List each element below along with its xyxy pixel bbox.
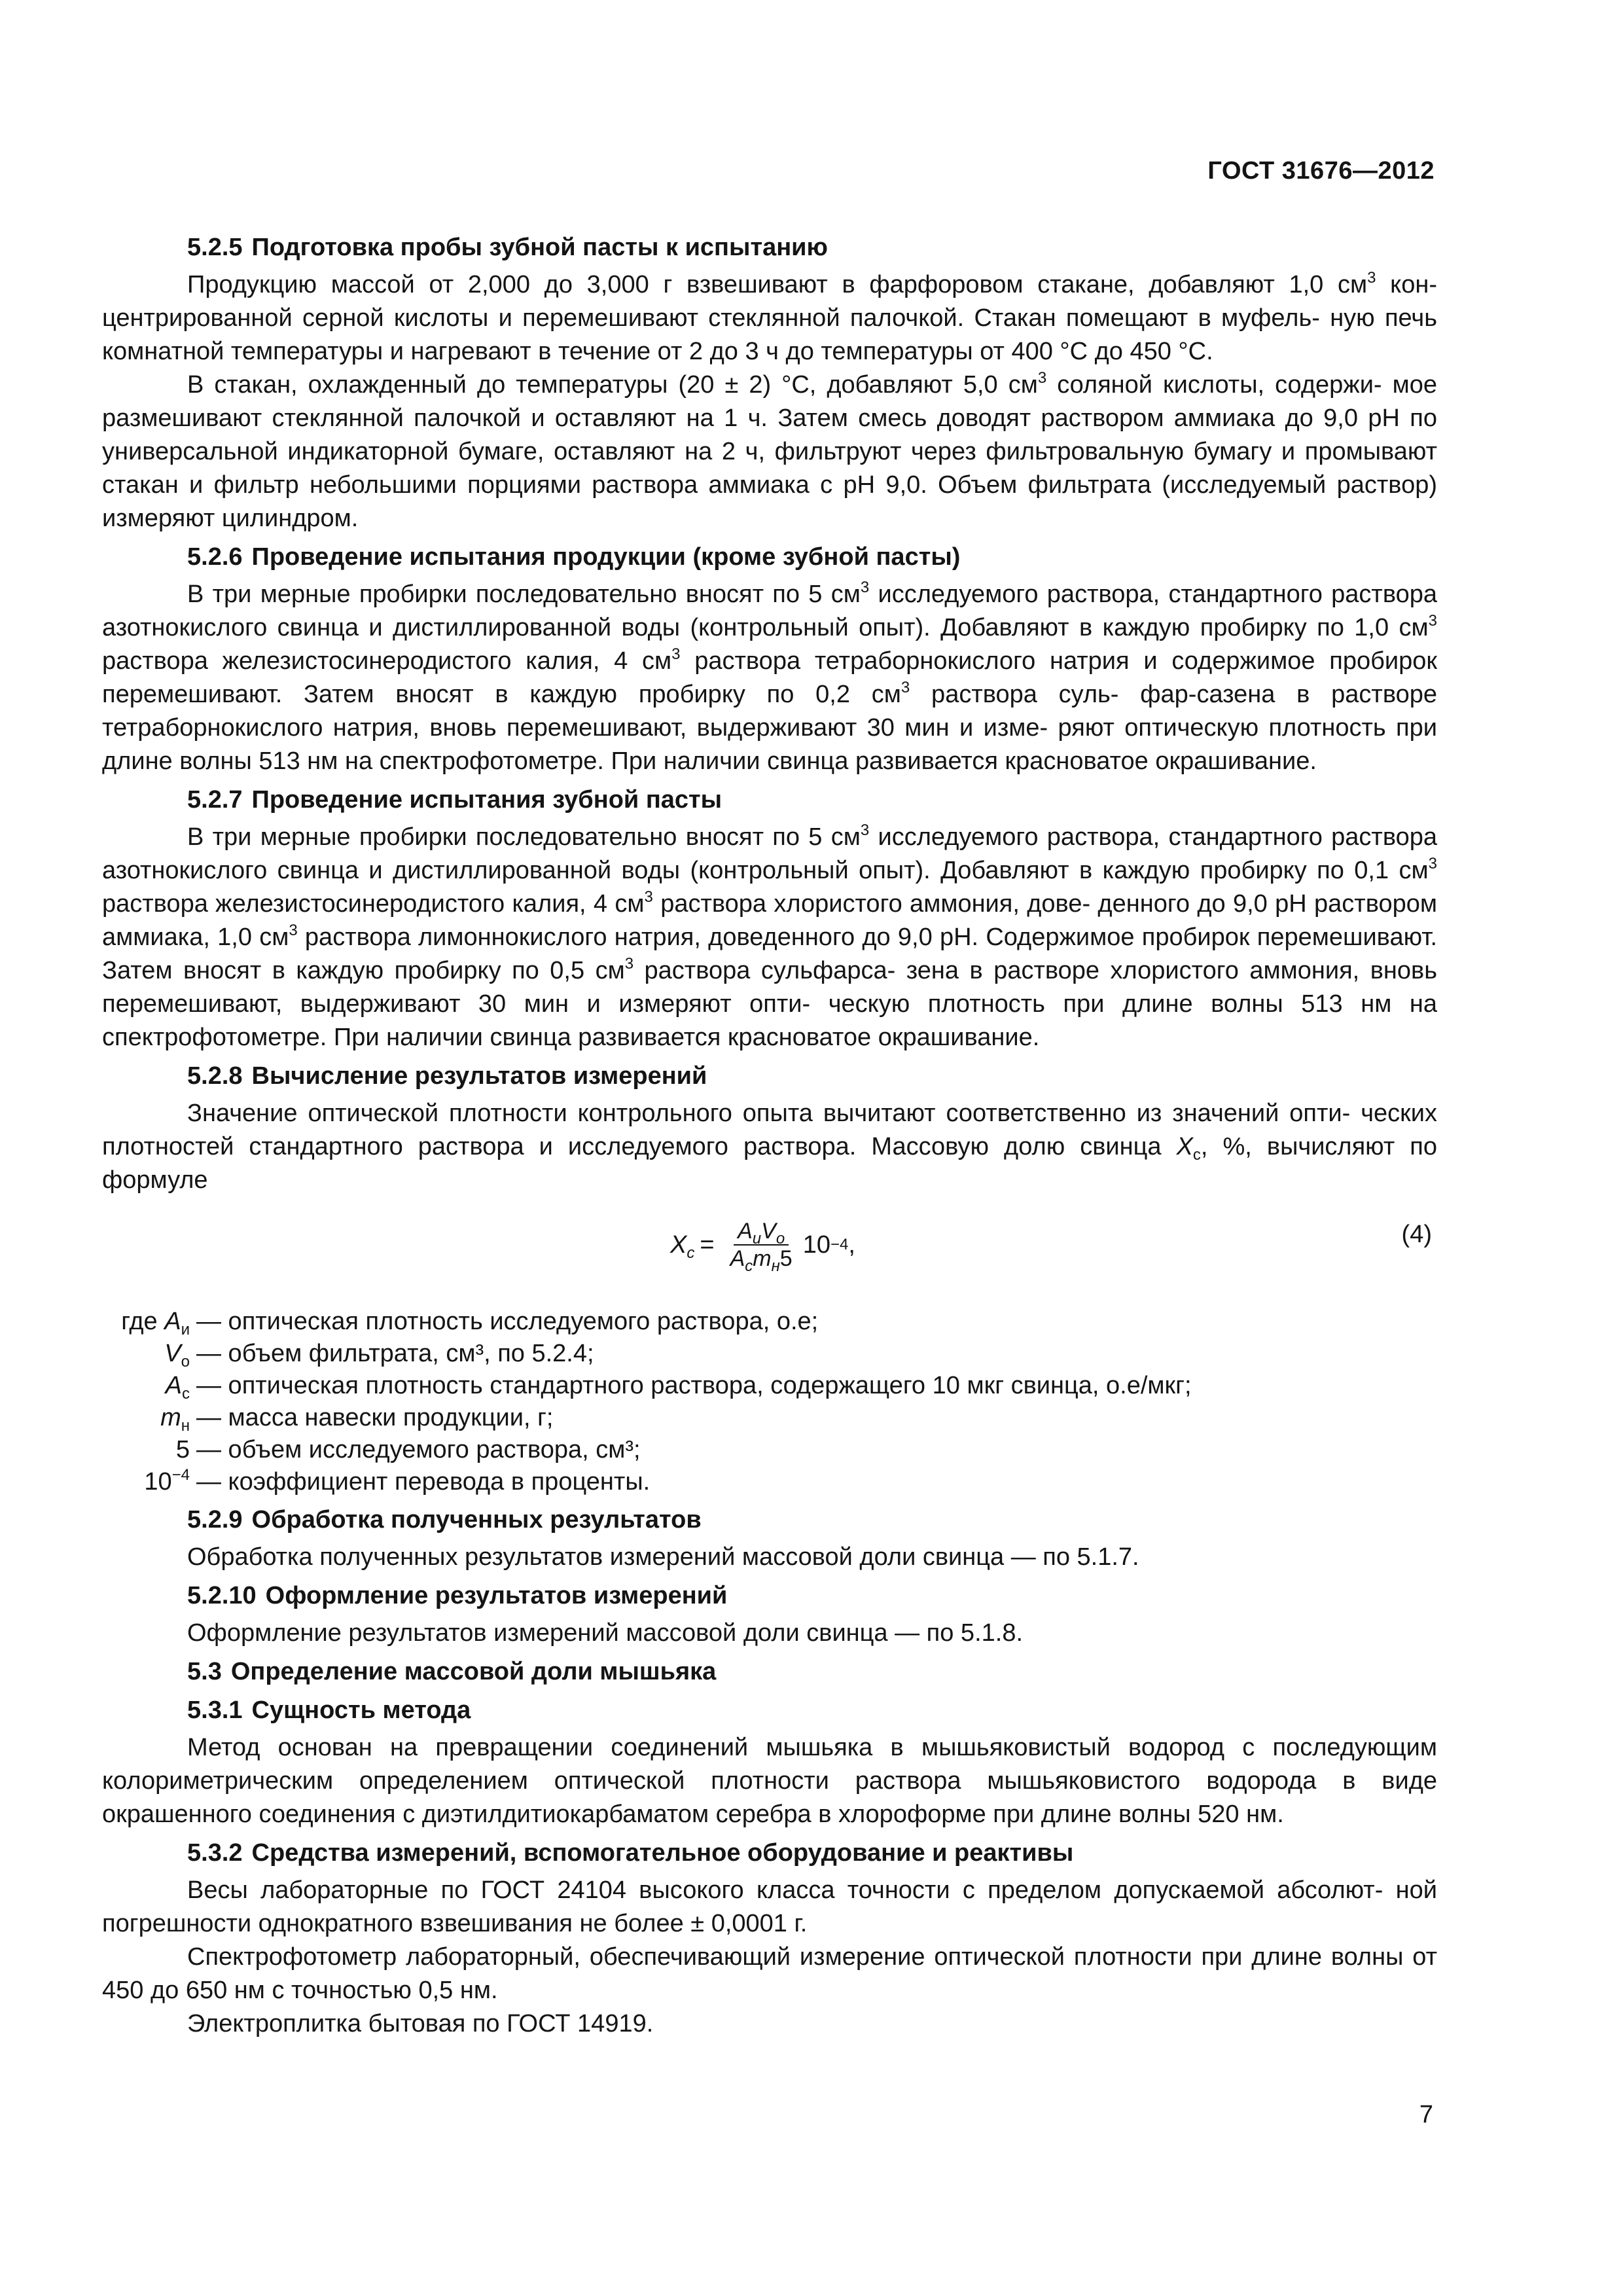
section-title: Сущность метода: [251, 1696, 471, 1724]
definition-prefix: где: [121, 1308, 165, 1335]
paragraph: Метод основан на превращении соединений мышьяка в мышьяковистый водород с последующим колориметрическим определением оптической плотности раствора мышьяковистого водорода в виде окрашенного соединения с диэтилдитиокарбаматом серебра в хлороформе при длине волны 520 нм.: [102, 1734, 1437, 1828]
definition-row: [102, 1466, 1437, 1498]
definition-row: [102, 1402, 1437, 1434]
section-title: Определение массовой доли мышьяка: [230, 1658, 717, 1685]
definition-row: [102, 1306, 1437, 1338]
text-run: раствора железистосинеродистого калия, 4 см: [102, 647, 672, 675]
page-number: 7: [1419, 2101, 1433, 2128]
paragraph: Обработка полученных результатов измерений массовой доли свинца — по 5.1.7.: [187, 1543, 1139, 1571]
section-5-2-6-heading: [102, 541, 1437, 574]
definition-text: — оптическая плотность исследуемого раствора, о.е;: [196, 1308, 819, 1335]
subscript: c: [687, 1244, 695, 1262]
symbol: A: [165, 1372, 182, 1399]
section-title: Проведение испытания продукции (кроме зубной пасты): [251, 543, 961, 571]
superscript: 3: [1428, 612, 1437, 630]
superscript: 3: [624, 955, 634, 973]
subscript: o: [776, 1230, 785, 1247]
section-number: 5.2.9: [187, 1506, 243, 1534]
paragraph: Электроплитка бытовая по ГОСТ 14919.: [187, 2010, 654, 2037]
section-title: Вычисление результатов измерений: [251, 1062, 707, 1090]
definition-text: — коэффициент перевода в проценты.: [196, 1468, 651, 1496]
section-number: 5.2.10: [187, 1582, 257, 1609]
superscript: −4: [171, 1466, 190, 1484]
superscript: 3: [1428, 855, 1437, 872]
section-number: 5.2.5: [187, 234, 243, 261]
superscript: 3: [860, 579, 870, 596]
text-run: В три мерные пробирки последовательно вносят по 5 см: [187, 823, 861, 851]
text-run: , %, вычисляют по формуле: [102, 1133, 1437, 1194]
subscript: c: [182, 1385, 190, 1403]
section-number: 5.3.1: [187, 1696, 243, 1724]
subscript: o: [181, 1353, 190, 1371]
constant: 5: [779, 1246, 793, 1271]
definition-row: [102, 1338, 1437, 1370]
section-5-2-5-heading: [102, 231, 1437, 264]
text-run: раствора сульфарса- зена в растворе хлористого аммония, вновь перемешивают, выдерживают 30 мин и измеряют опти- ческую плотность при длине волны 513 нм на спектрофотометре. При наличии свинца развивается красноватое окрашивание.: [102, 957, 1437, 1051]
section-number: 5.2.7: [187, 786, 243, 814]
text-run: раствора суль- фар-сазена в растворе тетраборнокислого натрия, вновь перемешивают, выдерживают 30 мин и изме- ряют оптическую плотность при длине волны 513 нм на спектрофотометре. При наличии свинца развивается красноватое окрашивание.: [102, 681, 1437, 775]
section-5-3-heading: [102, 1655, 1437, 1689]
text-run: Продукцию массой от 2,000 до 3,000 г взвешивают в фарфоровом стакане, добавляют 1,0 см: [187, 271, 1368, 298]
section-title: Подготовка пробы зубной пасты к испытанию: [251, 234, 828, 261]
subscript: н: [181, 1417, 190, 1435]
subscript: и: [181, 1321, 190, 1338]
variable: X: [1176, 1133, 1193, 1160]
variable: V: [761, 1219, 776, 1244]
superscript: 3: [289, 922, 298, 939]
text-run: раствора лимоннокислого натрия, доведенного до 9,0 рН. Содержимое пробирок перемешивают. Затем вносят в каждую пробирку по 0,5 см: [102, 924, 1437, 984]
definition-row: [102, 1434, 1437, 1466]
variable: A: [738, 1219, 753, 1244]
definition-symbol: [102, 1338, 190, 1370]
text-run: раствора хлористого аммония, дове- денного до 9,0 рН раствором аммиака, 1,0 см: [102, 890, 1437, 951]
section-number: 5.3.2: [187, 1839, 243, 1867]
symbol: 10: [144, 1468, 172, 1496]
section-5-2-9-heading: [102, 1503, 1437, 1537]
section-title: Средства измерений, вспомогательное оборудование и реактивы: [251, 1839, 1074, 1867]
document-body: [102, 226, 1437, 2041]
text-run: В стакан, охлажденный до температуры (20 ± 2) °С, добавляют 5,0 см: [187, 371, 1038, 399]
section-number: 5.3: [187, 1658, 222, 1685]
definition-symbol: [102, 1466, 190, 1498]
paragraph: [102, 268, 1437, 368]
symbol: A: [164, 1308, 181, 1335]
section-number: 5.2.8: [187, 1062, 243, 1090]
symbol: 5: [175, 1436, 190, 1463]
factor: 10: [802, 1230, 830, 1259]
symbol: V: [164, 1340, 181, 1367]
numerator: [734, 1218, 789, 1246]
section-5-2-8-heading: [102, 1060, 1437, 1093]
paragraph: [102, 578, 1437, 778]
definition-text: — объем фильтрата, см³, по 5.2.4;: [196, 1340, 594, 1367]
paragraph: [102, 1097, 1437, 1197]
equals-sign: =: [700, 1230, 715, 1259]
definition-row: [102, 1370, 1437, 1402]
superscript: 3: [901, 679, 910, 696]
definition-symbol: [102, 1434, 190, 1466]
superscript: 3: [1367, 269, 1376, 287]
paragraph: Оформление результатов измерений массовой доли свинца — по 5.1.8.: [187, 1619, 1024, 1647]
text-run: исследуемого раствора, стандартного раствора азотнокислого свинца и дистиллированной воды (контрольный опыт). Добавляют в каждую пробирку по 0,1 см: [102, 823, 1437, 884]
definition-symbol: [102, 1402, 190, 1434]
section-5-2-10-heading: [102, 1579, 1437, 1613]
definition-text: — объем исследуемого раствора, см³;: [196, 1436, 641, 1463]
subscript: c: [1192, 1146, 1201, 1164]
standard-header: ГОСТ 31676—2012: [1207, 157, 1435, 185]
paragraph: [102, 821, 1437, 1054]
superscript: 3: [671, 645, 681, 663]
denominator: [726, 1246, 796, 1275]
paragraph: Спектрофотометр лабораторный, обеспечивающий измерение оптической плотности при длине волны от 450 до 650 нм с точностью 0,5 нм.: [102, 1943, 1437, 2004]
section-title: Проведение испытания зубной пасты: [251, 786, 722, 814]
superscript: 3: [644, 888, 653, 906]
formula-block: [102, 1202, 1437, 1300]
section-title: Оформление результатов измерений: [265, 1582, 728, 1609]
text-run: соляной кислоты, содержи- мое размешивают стеклянной палочкой и оставляют на 1 ч. Затем смесь доводят раствором аммиака до 9,0 рН по универсальной индикаторной бумаге, оставляют на 2 ч, фильтруют через фильтровальную бумагу и промывают стакан и фильтр небольшими порциями раствора аммиака с рН 9,0. Объем фильтрата (исследуемый раствор) измеряют цилиндром.: [102, 371, 1437, 532]
text-run: раствора железистосинеродистого калия, 4 см: [102, 890, 645, 918]
formula-4: $X_c$ = $\frac{A_иV_o}{A_cm_н5}$ 10 −4 ,: [670, 1219, 855, 1275]
text-run: В три мерные пробирки последовательно вносят по 5 см: [187, 581, 861, 608]
paragraph: [102, 368, 1437, 535]
formula-lhs: [670, 1229, 694, 1262]
section-number: 5.2.6: [187, 543, 243, 571]
subscript: и: [752, 1230, 762, 1247]
text-run: кон- центрированной серной кислоты и перемешивают стеклянной палочкой. Стакан помещают в муфель- ную печь комнатной температуры и нагревают в течение от 2 до 3 ч до температуры от 400 °С до 450 °С.: [102, 271, 1438, 365]
superscript: 3: [860, 821, 870, 839]
paragraph: Весы лабораторные по ГОСТ 24104 высокого класса точности с пределом допускаемой абсолют- ной погрешности однократного взвешивания не более ± 0,0001 г.: [102, 1876, 1437, 1937]
definition-symbol: [102, 1306, 190, 1338]
text-run: исследуемого раствора, стандартного раствора азотнокислого свинца и дистиллированной воды (контрольный опыт). Добавляют в каждую пробирку по 1,0 см: [102, 581, 1437, 641]
fraction: [726, 1218, 796, 1275]
definition-text: — оптическая плотность стандартного раствора, содержащего 10 мкг свинца, о.е/мкг;: [196, 1372, 1192, 1399]
definition-symbol: [102, 1370, 190, 1402]
superscript: 3: [1037, 369, 1047, 387]
text-run: раствора тетраборнокислого натрия и содержимое пробирок перемешивают. Затем вносят в каждую пробирку по 0,2 см: [102, 647, 1437, 708]
formula-definitions: [102, 1306, 1437, 1498]
section-5-3-2-heading: [102, 1837, 1437, 1870]
text-run: Значение оптической плотности контрольного опыта вычитают соответственно из значений опти- ческих плотностей стандартного раствора и исследуемого раствора. Массовую долю свинца: [102, 1100, 1437, 1160]
section-title: Обработка полученных результатов: [251, 1506, 702, 1534]
section-5-2-7-heading: [102, 783, 1437, 817]
variable: A: [730, 1246, 745, 1271]
symbol: m: [160, 1404, 181, 1431]
formula-tail: ,: [848, 1230, 855, 1259]
subscript: н: [771, 1257, 780, 1275]
variable: X: [670, 1230, 687, 1259]
subscript: c: [745, 1257, 753, 1275]
definition-text: — масса навески продукции, г;: [196, 1404, 554, 1431]
section-5-3-1-heading: [102, 1694, 1437, 1727]
variable: m: [753, 1246, 772, 1271]
formula-number: (4): [1401, 1221, 1432, 1248]
